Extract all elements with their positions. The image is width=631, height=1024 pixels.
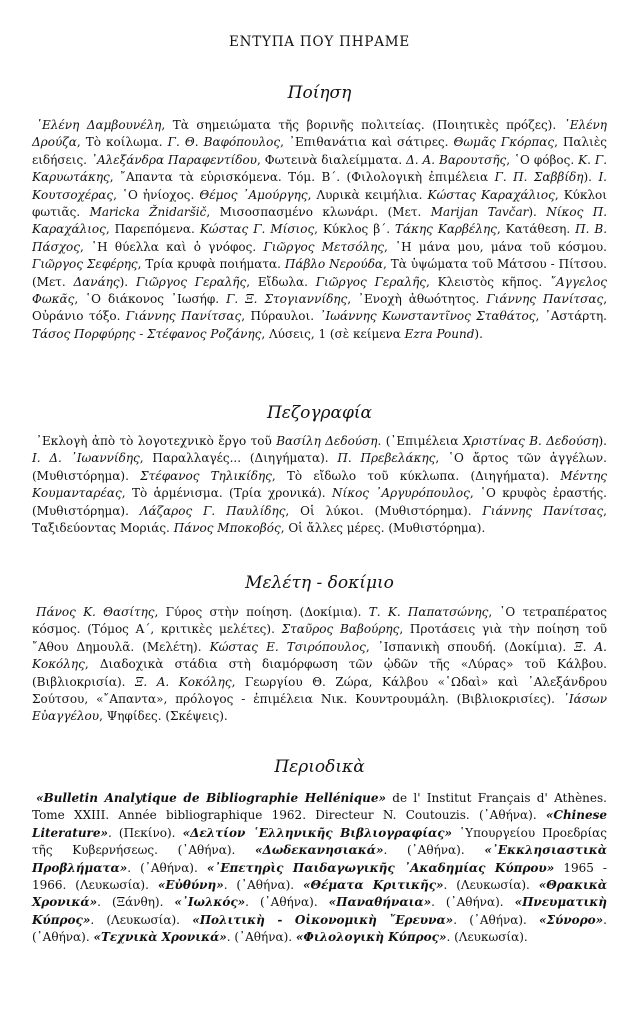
periodical-title: «Chinese Literature»: [32, 808, 607, 840]
section-title-periodicals: Περιοδικὰ: [274, 757, 365, 777]
author-name: ᾿Ελένη Δρούζα: [32, 118, 607, 150]
periodical-title: «Θρακικὰ Χρονικά»: [32, 878, 607, 910]
author-name: Δ. Α. Βαρουτσῆς: [406, 152, 507, 167]
author-name: Maricka Žnidaršič: [89, 205, 207, 220]
author-name: ῎Αγγελος Φωκᾶς: [32, 274, 607, 307]
author-name: Στέφανος Τηλικίδης: [140, 468, 272, 483]
periodical-title: «Πολιτικὴ - Οἰκονομικὴ ῎Ερευνα»: [192, 912, 454, 927]
author-name: Γιῶργος Γεραλῆς: [135, 274, 247, 289]
periodical-title: «Θέματα Κριτικῆς»: [303, 878, 444, 893]
author-name: Χριστίνας Β. Δεδούση: [462, 434, 599, 448]
author-name: Κώστας Γ. Μίσιος: [199, 222, 315, 237]
author-name: Γ. Π. Σαββίδη: [494, 170, 584, 185]
author-name: ῾Ελένη Δαμβουνέλη: [36, 118, 162, 132]
periodical-title: «Δελτίον ῾Ελληνικῆς Βιβλιογραφίας»: [182, 825, 453, 840]
author-name: Κώστας Καραχάλιος: [427, 187, 555, 202]
section-title-prose: Πεζογραφία: [266, 403, 373, 423]
author-name: Κ. Γ. Καρυωτάκης: [32, 152, 608, 185]
author-name: Γιάννης Πανίτσας: [486, 292, 604, 307]
author-name: Θωμᾶς Γκόρπας: [453, 135, 555, 150]
author-name: Ι. Δ. ᾿Ιωαννίδης: [32, 451, 140, 466]
section-title-poetry: Ποίηση: [287, 83, 352, 103]
author-name: Γ. Ξ. Στογιαννίδης: [226, 292, 348, 307]
periodical-title: «Παναθήναια»: [328, 895, 432, 910]
periodical-title: «᾿Ιωλκός»: [174, 895, 246, 910]
author-name: Πάνος Μποκοβός: [173, 521, 281, 536]
author-name: Νίκος ᾿Αργυρόπουλος: [332, 486, 470, 501]
periodical-title: «Εὐθύνη»: [157, 878, 224, 893]
author-name: Marijan Tavčar: [430, 205, 529, 220]
author-name: Γιάννης Πανίτσας: [125, 309, 242, 324]
author-name: Γιῶργος Μετσόλης: [263, 239, 385, 254]
author-name: ᾿Ιωάννης Κωνσταντῖνος Σταθάτος: [319, 309, 536, 324]
author-name: Ξ. Α. Κοκόλης: [134, 674, 232, 689]
author-name: Κώστας Ε. Τσιρόπουλος: [209, 639, 366, 654]
periodical-title: «Τεχνικὰ Χρονικά»: [93, 930, 227, 945]
author-name: Γιάννης Πανίτσας: [482, 503, 604, 518]
author-name: Ξ. Α. Κοκόλης: [32, 639, 607, 672]
author-name: Πάνος Κ. Θασίτης: [36, 605, 155, 619]
section-body-prose: ᾿Εκλογὴ ἀπὸ τὸ λογοτεχνικὸ ἔργο τοῦ Βασίλη Δεδούση. (᾿Επιμέλεια Χριστίνας Β. Δεδούση). Ι. Δ. ᾿Ιωαννίδης, Παραλλαγές... (Διηγήματα). Π. Πρεβελάκης, ῾Ο ἄρτος τῶν ἀγγέλων. (Μυθιστόρημα). Στέφανος Τηλικίδης, Τὸ εἴδωλο τοῦ κύκλωπα. (Διηγήματα). Μέντης Κουμανταρέας, Τὸ ἁρμένισμα. (Τρία χρονικά). Νίκος ᾿Αργυρόπουλος, ῾Ο κρυφὸς ἐραστής. (Μυθιστόρημα). Λάζαρος Γ. Παυλίδης, Οἱ λύκοι. (Μυθιστόρημα). Γιάννης Πανίτσας, Ταξιδεύοντας Μοριάς. Πάνος Μποκοβός, Οἱ ἄλλες μέρες. (Μυθιστόρημα).: [32, 434, 607, 536]
author-name: ᾿Αλεξάνδρα Παραφεντίδου: [90, 152, 257, 167]
periodical-title: «Φιλολογικὴ Κύπρος»: [295, 930, 447, 945]
periodical-title: «Πνευματικὴ Κύπρος»: [32, 895, 607, 927]
author-name: Πάβλο Νερούδα: [284, 257, 384, 272]
author-name: Σταῦρος Βαβούρης: [281, 622, 400, 637]
author-name: Γιῶργος Σεφέρης: [32, 257, 138, 272]
author-name: Μέντης Κουμανταρέας: [32, 468, 607, 501]
author-name: Τάκης Καρβέλης: [395, 222, 497, 237]
section-title-essay: Μελέτη - δοκίμιο: [245, 573, 394, 593]
author-name: Ι. Κουτσοχέρας: [32, 170, 607, 202]
periodical-title: «᾿Εκκλησιαστικὰ Προβλήματα»: [32, 843, 607, 875]
section-body-periodicals: «Bulletin Analytique de Bibliographie Hellénique» de l' Institut Français d' Athènes. Tome XXIII. Année bibliographique 1962. Directeur N. Coutouzis. (᾿Αθήνα). «Chinese Literature». (Πεκίνο). «Δελτίον ῾Ελληνικῆς Βιβλιογραφίας» ῾Υπουργείου Προεδρίας τῆς Κυβερνήσεως. (᾿Αθήνα). «Δωδεκανησιακά». (᾿Αθήνα). «᾿Εκκλησιαστικὰ Προβλήματα». (᾿Αθήνα). «᾿Επετηρὶς Παιδαγωγικῆς ᾿Ακαδημίας Κύπρου» 1965 - 1966. (Λευκωσία). «Εὐθύνη». (᾿Αθήνα). «Θέματα Κριτικῆς». (Λευκωσία). «Θρακικὰ Χρονικά». (Ξάνθη). «᾿Ιωλκός». (᾿Αθήνα). «Παναθήναια». (᾿Αθήνα). «Πνευματικὴ Κύπρος». (Λευκωσία). «Πολιτικὴ - Οἰκονομικὴ ῎Ερευνα». (᾿Αθήνα). «Σύνορο». (᾿Αθήνα). «Τεχνικὰ Χρονικά». (᾿Αθήνα). «Φιλολογικὴ Κύπρος». (Λευκωσία).: [32, 791, 607, 945]
author-name: Βασίλη Δεδούση: [276, 434, 378, 448]
periodical-title: «Σύνορο»: [539, 912, 604, 927]
periodical-title: «Bulletin Analytique de Bibliographie Hellénique»: [36, 791, 387, 805]
section-body-poetry: ῾Ελένη Δαμβουνέλη, Τὰ σημειώματα τῆς βορινῆς πολιτείας. (Ποιητικὲς πρόζες). ᾿Ελένη Δρούζα, Τὸ κοίλωμα. Γ. Θ. Βαφόπουλος, ᾿Επιθανάτια καὶ σάτιρες. Θωμᾶς Γκόρπας, Παλιὲς ειδήσεις. ᾿Αλεξάνδρα Παραφεντίδου, Φωτεινὰ διαλείμματα. Δ. Α. Βαρουτσῆς, ῾Ο φόβος. Κ. Γ. Καρυωτάκης, ῎Απαντα τὰ εὑρισκόμενα. Τόμ. Β΄. (Φιλολογικὴ ἐπιμέλεια Γ. Π. Σαββίδη). Ι. Κουτσοχέρας, ῾Ο ἡνίοχος. Θέμος ᾿Αμούργης, Λυρικὰ κειμήλια. Κώστας Καραχάλιος, Κύκλοι φωτιᾶς. Maricka Žnidaršič, Μισοσπασμένο κλωνάρι. (Μετ. Marijan Tavčar). Νίκος Π. Καραχάλιος, Παρεπόμενα. Κώστας Γ. Μίσιος, Κύκλος β΄. Τάκης Καρβέλης, Κατάθεση. Π. Β. Πάσχος, ῾Η θύελλα καὶ ὁ γνόφος. Γιῶργος Μετσόλης, ῾Η μάνα μου, μάνα τοῦ κόσμου. Γιῶργος Σεφέρης, Τρία κρυφὰ ποιήματα. Πάβλο Νερούδα, Τὰ ὑψώματα τοῦ Μάτσου - Πίτσου. (Μετ. Δανάης). Γιῶργος Γεραλῆς, Εἴδωλα. Γιῶργος Γεραλῆς, Κλειστὸς κῆπος. ῎Αγγελος Φωκᾶς, ῾Ο διάκονος ᾿Ιωσήφ. Γ. Ξ. Στογιαννίδης, ᾿Ενοχὴ ἀθωότητος. Γιάννης Πανίτσας, Οὐράνιο τόξο. Γιάννης Πανίτσας, Πύραυλοι. ᾿Ιωάννης Κωνσταντῖνος Σταθάτος, ᾿Αστάρτη. Τάσος Πορφύρης - Στέφανος Ροζάνης, Λύσεις, 1 (σὲ κείμενα Ezra Pound).: [32, 118, 608, 341]
section-body-essay: Πάνος Κ. Θασίτης, Γύρος στὴν ποίηση. (Δοκίμια). Τ. Κ. Παπατσώνης, ῾Ο τετραπέρατος κόσμος. (Τόμος Α΄, κριτικὲς μελέτες). Σταῦρος Βαβούρης, Προτάσεις γιὰ τὴν ποίηση τοῦ ῎Αθου Δημουλᾶ. (Μελέτη). Κώστας Ε. Τσιρόπουλος, ᾿Ισπανικὴ σπουδή. (Δοκίμια). Ξ. Α. Κοκόλης, Διαδοχικὰ στάδια στὴ διαμόρφωση τῶν ᾠδῶν τῆς «Λύρας» τοῦ Κάλβου. (Βιβλιοκρισία). Ξ. Α. Κοκόλης, Γεωργίου Θ. Ζώρα, Κάλβου «῾Ωδαὶ» καὶ ᾿Αλεξάνδρου Σούτσου, «῎Απαντα», πρόλογος - ἐπιμέλεια Νικ. Κουντρουμάλη. (Βιβλιοκρισίες). ᾿Ιάσων Εὐαγγέλου, Ψηφίδες. (Σκέψεις).: [32, 605, 608, 724]
running-head: ΕΝΤΥΠΑ ΠΟΥ ΠΗΡΑΜΕ: [228, 34, 411, 50]
author-name: ᾿Ιάσων Εὐαγγέλου: [32, 692, 607, 724]
author-name: Δανάης: [73, 274, 120, 289]
author-name: Γιῶργος Γεραλῆς: [315, 274, 427, 289]
author-name: Τ. Κ. Παπατσώνης: [368, 605, 489, 619]
periodical-title: «᾿Επετηρὶς Παιδαγωγικῆς ᾿Ακαδημίας Κύπρου»: [206, 860, 555, 875]
author-name: Λάζαρος Γ. Παυλίδης: [139, 503, 286, 518]
author-name: Θέμος ᾿Αμούργης: [199, 187, 308, 202]
author-name: Τάσος Πορφύρης - Στέφανος Ροζάνης: [32, 326, 262, 341]
periodical-title: «Δωδεκανησιακά»: [255, 843, 384, 858]
author-name: Π. Β. Πάσχος: [32, 222, 608, 254]
author-name: Π. Πρεβελάκης: [337, 451, 436, 466]
author-name: Ezra Pound: [404, 326, 475, 341]
author-name: Γ. Θ. Βαφόπουλος: [167, 135, 281, 150]
author-name: Νίκος Π. Καραχάλιος: [32, 205, 608, 237]
